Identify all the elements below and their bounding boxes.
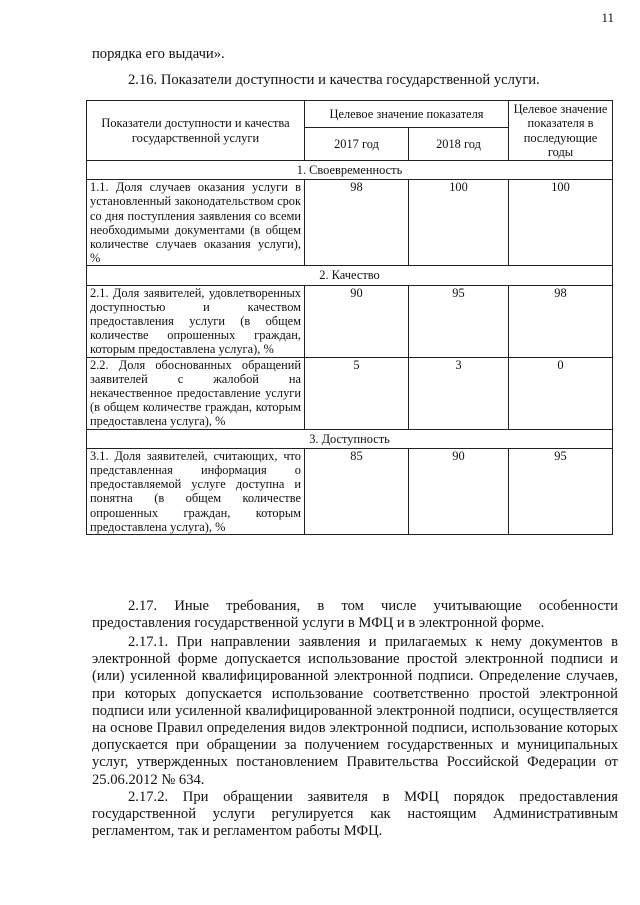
header-future-years: Целевое значение показателя в последующие годы xyxy=(509,101,613,161)
paragraph-2-17-1: 2.17.1. При направлении заявления и прилагаемых к нему документов в электронной форме допускается использование простой электронной подписи и (или) усиленной квалифицированной электронной подписи. Определение случаев, при которых допускается использование соответственно простой электронной подписи или усиленной квалифицированной электронной подписи, осуществляется на основе Правил определения видов электронной подписи, использование которых допускается при обращении за получением государственных и муниципальных услуг, утвержденных постановлением Правительства Российской Федерации от 25.06.2012 № 634. xyxy=(92,634,618,788)
value-2017: 85 xyxy=(305,448,409,534)
table-row xyxy=(87,180,613,266)
section-title: 3. Доступность xyxy=(87,429,613,448)
value-future: 100 xyxy=(509,180,613,266)
intro-line-1: порядка его выдачи». xyxy=(92,46,225,62)
page-number: 11 xyxy=(601,10,614,25)
value-2017: 98 xyxy=(305,180,409,266)
indicator-name: 1.1. Доля случаев оказания услуги в установленный законодательством срок со дня поступления заявления со всеми необходимыми документами (в общем количестве случаев оказания услуги), % xyxy=(87,180,305,266)
table-row xyxy=(87,448,613,534)
header-year-2018: 2018 год xyxy=(409,128,509,161)
section-title: 2. Качество xyxy=(87,266,613,285)
value-2018: 95 xyxy=(409,285,509,357)
value-future: 0 xyxy=(509,357,613,429)
paragraph-2-17: 2.17. Иные требования, в том числе учитывающие особенности предоставления государственной услуги в МФЦ и в электронной форме. xyxy=(92,598,618,632)
indicators-table xyxy=(86,100,613,535)
section-heading-2-16: 2.16. Показатели доступности и качества государственной услуги. xyxy=(128,72,540,88)
value-future: 95 xyxy=(509,448,613,534)
paragraph-2-17-2: 2.17.2. При обращении заявителя в МФЦ порядок предоставления государственной услуги регулируется как настоящим Административным регламентом, так и регламентом работы МФЦ. xyxy=(92,789,618,840)
value-2017: 90 xyxy=(305,285,409,357)
value-2018: 100 xyxy=(409,180,509,266)
header-year-2017: 2017 год xyxy=(305,128,409,161)
header-indicator: Показатели доступности и качества государственной услуги xyxy=(87,101,305,161)
indicator-name: 2.1. Доля заявителей, удовлетворенных доступностью и качеством предоставления услуги (в общем количестве опрошенных граждан, которым предоставлена услуга), % xyxy=(87,285,305,357)
value-2018: 3 xyxy=(409,357,509,429)
section-title: 1. Своевременность xyxy=(87,161,613,180)
value-2017: 5 xyxy=(305,357,409,429)
table-row xyxy=(87,357,613,429)
value-2018: 90 xyxy=(409,448,509,534)
indicator-name: 3.1. Доля заявителей, считающих, что представленная информация о предоставляемой услуге доступна и понятна (в общем количестве опрошенных граждан, которым предоставлена услуга), % xyxy=(87,448,305,534)
table-row xyxy=(87,285,613,357)
value-future: 98 xyxy=(509,285,613,357)
indicator-name: 2.2. Доля обоснованных обращений заявителей с жалобой на некачественное предоставление услуги (в общем количестве граждан, которым предоставлена услуга), % xyxy=(87,357,305,429)
header-target-value: Целевое значение показателя xyxy=(305,101,509,128)
